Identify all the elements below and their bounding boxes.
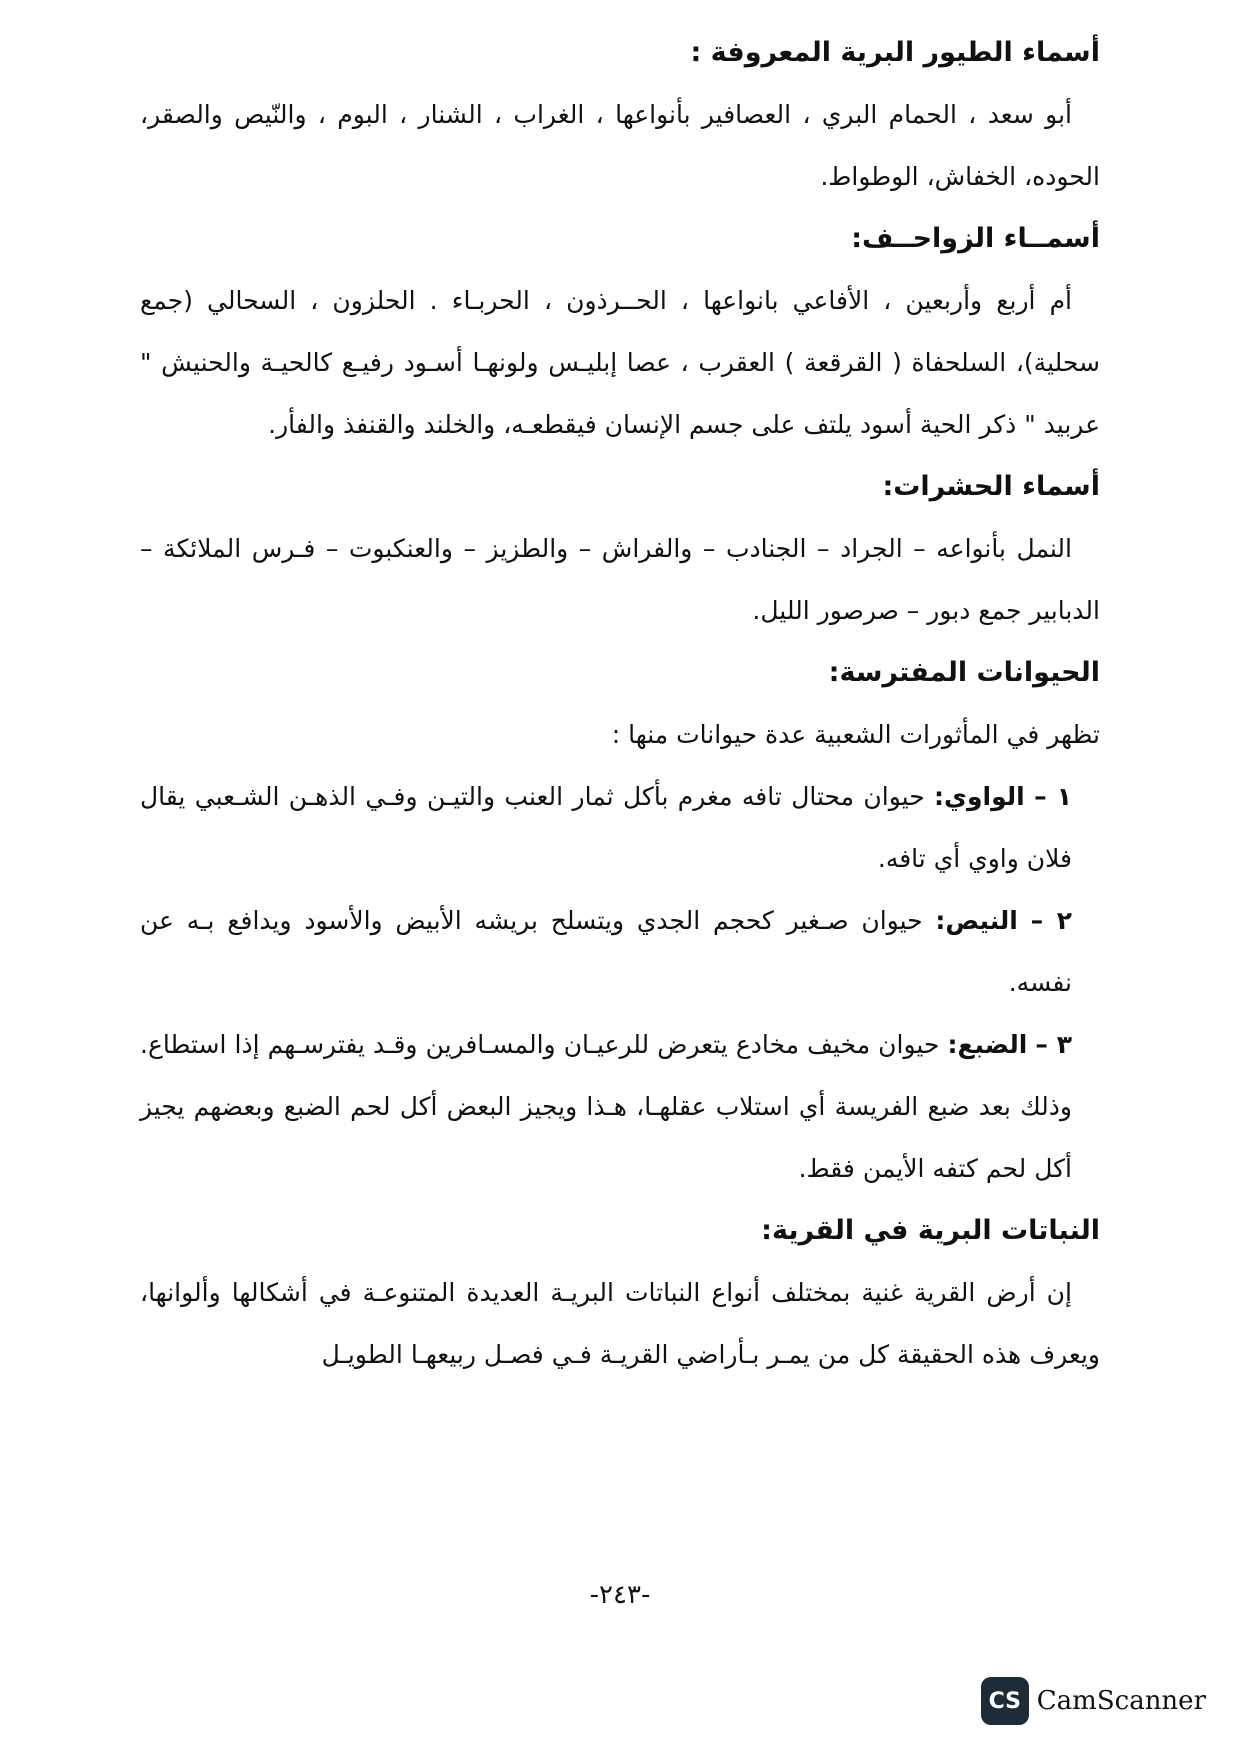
- list-item-number: ٢ –: [1030, 906, 1072, 935]
- camscanner-brand: CamScanner: [1036, 1686, 1206, 1716]
- page-number: -٢٤٣-: [589, 1580, 651, 1610]
- camscanner-logo-icon: CS: [981, 1677, 1029, 1725]
- paragraph-insects: النمل بأنواعه – الجراد – الجنادب – والفراش – والطزيز – والعنكبوت – فـرس الملائكة – الدبابير جمع دبور – صرصور الليل.: [140, 534, 1100, 625]
- section-heading-plants: النباتات البرية في القرية:: [761, 1215, 1100, 1246]
- list-item-number: ١ –: [1034, 782, 1072, 811]
- list-item-wawi: [140, 766, 1100, 890]
- list-item-text: حيوان محتال تافه مغرم بأكل ثمار العنب والتيـن وفـي الذهـن الشـعبي يقال فلان واوي أي تافه.: [140, 782, 1072, 873]
- section-heading-insects: أسماء الحشرات:: [882, 471, 1100, 502]
- section-heading-predators: الحيوانات المفترسة:: [828, 657, 1100, 688]
- camscanner-watermark: [981, 1677, 1206, 1725]
- list-item-title: النيص:: [935, 906, 1018, 935]
- document-body: [140, 22, 1100, 1386]
- section-heading-reptiles: أسمــاء الزواحــف:: [851, 223, 1100, 254]
- section-heading-birds: أسماء الطيور البرية المعروفة :: [690, 37, 1100, 68]
- list-item-title: الواوي:: [934, 782, 1025, 811]
- paragraph-birds: أبو سعد ، الحمام البري ، العصافير بأنواعها ، الغراب ، الشنار ، البوم ، والنّيص والصقر، الحوده، الخفاش، الوطواط.: [140, 100, 1100, 191]
- list-item-number: ٣ –: [1035, 1030, 1072, 1059]
- paragraph-reptiles: أم أربع وأربعين ، الأفاعي بانواعها ، الحــرذون ، الحربـاء . الحلزون ، السحالي (جمع سحلية)، السلحفاة ( القرقعة ) العقرب ، عصا إبليـس ولونهـا أسـود رفيـع كالحيـة والحنيش " عربيد " ذكر الحية أسود يلتف على جسم الإنسان فيقطعـه، والخلند والقنفذ والفأر.: [140, 286, 1100, 439]
- list-item-hyena: [140, 1014, 1100, 1200]
- paragraph-plants: إن أرض القرية غنية بمختلف أنواع النباتات البريـة العديدة المتنوعـة في أشكالها وألوانها، ويعرف هذه الحقيقة كل من يمـر بـأراضي القريـة فـي فصـل ربيعهـا الطويـل: [140, 1278, 1100, 1369]
- list-item-title: الضبع:: [947, 1030, 1028, 1059]
- list-item-nees: [140, 890, 1100, 1014]
- list-item-text: حيوان صـغير كحجم الجدي ويتسلح بريشه الأبيض والأسود ويدافع بـه عن نفسه.: [140, 906, 1072, 997]
- paragraph-predators-intro: تظهر في المأثورات الشعبية عدة حيوانات منها :: [611, 720, 1100, 749]
- list-item-text: حيوان مخيف مخادع يتعرض للرعيـان والمسـافرين وقـد يفترسـهم إذا استطاع. وذلك بعد ضبع الفريسة أي استلاب عقلهـا، هـذا ويجيز البعض أكل لحم الضبع وبعضهم يجيز أكل لحم كتفه الأيمن فقط.: [140, 1030, 1072, 1183]
